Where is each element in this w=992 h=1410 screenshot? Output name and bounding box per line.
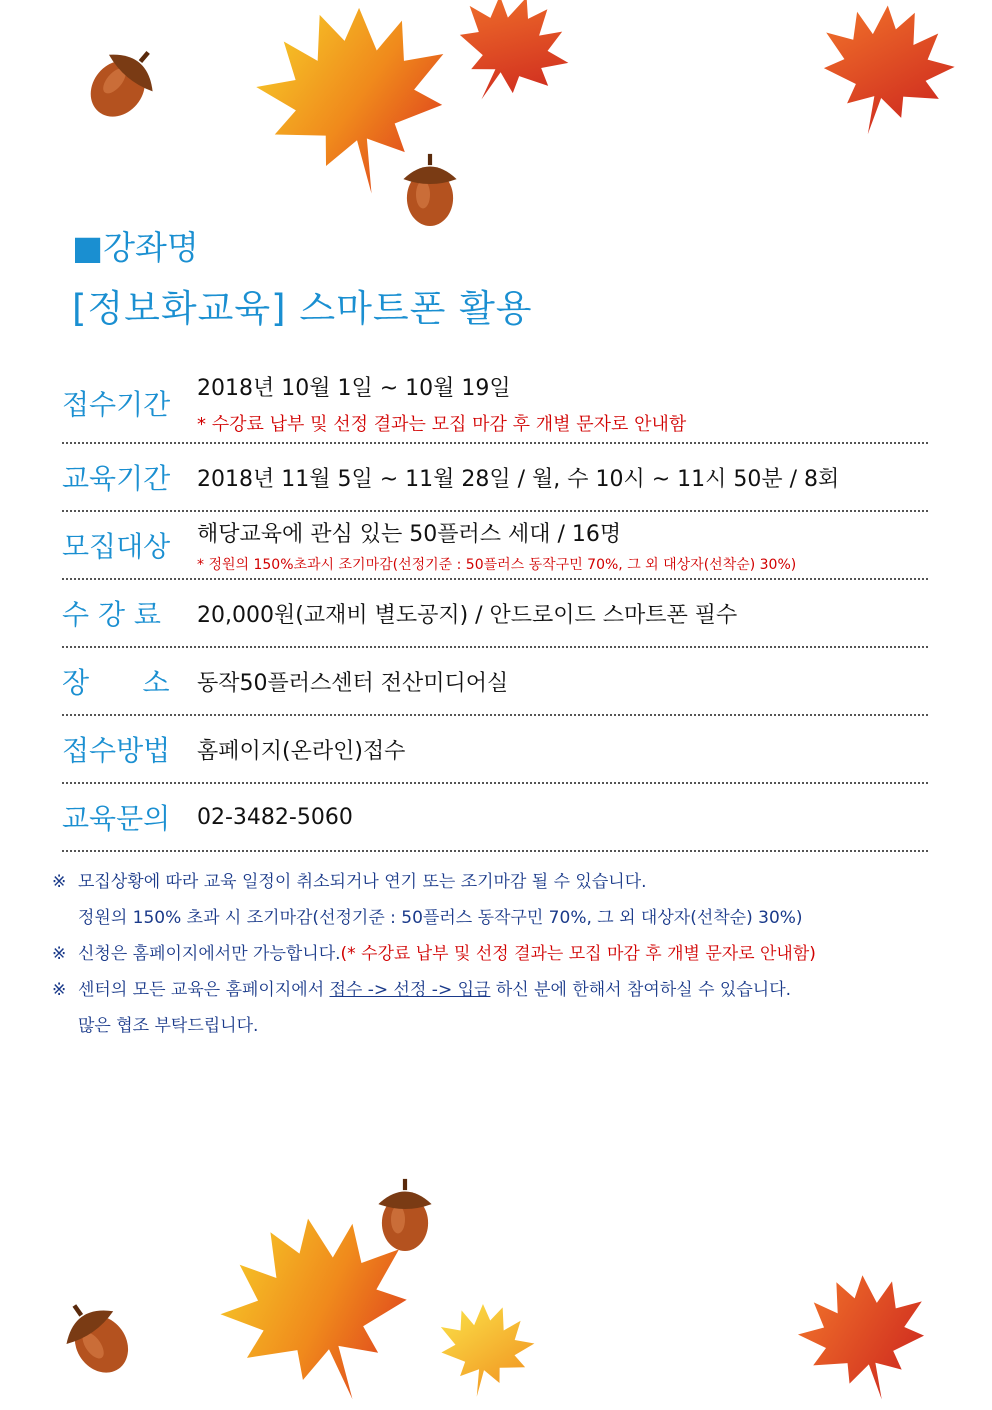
- row-value: 2018년 11월 5일 ~ 11월 28일 / 월, 수 10시 ~ 11시 50분 / 8회: [197, 466, 840, 492]
- notice-item: ※ 신청은 홈페이지에서만 가능합니다.(* 수강료 납부 및 선정 결과는 모집 마감 후 개별 문자로 안내함): [52, 944, 816, 964]
- row-value: 해당교육에 관심 있는 50플러스 세대 / 16명: [197, 521, 622, 547]
- info-row: [62, 444, 928, 512]
- maple-leaf-icon: [810, 0, 960, 140]
- row-label: 수 강 료: [62, 598, 161, 631]
- row-label: 교육기간: [62, 462, 171, 495]
- notice-item-continued: 정원의 150% 초과 시 조기마감(선정기준 : 50플러스 동작구민 70%, 그 외 대상자(선착순) 30%): [78, 908, 803, 928]
- row-value: 02-3482-5060: [197, 804, 353, 830]
- info-row: [62, 784, 928, 852]
- maple-leaf-icon: [430, 1300, 540, 1400]
- row-value: 20,000원(교재비 별도공지) / 안드로이드 스마트폰 필수: [197, 602, 738, 628]
- row-note: * 정원의 150%초과시 조기마감(선정기준 : 50플러스 동작구민 70%, 그 외 대상자(선착순) 30%): [197, 556, 797, 573]
- row-value: 2018년 10월 1일 ~ 10월 19일: [197, 375, 511, 401]
- info-row: [62, 648, 928, 716]
- notice-list: [52, 870, 942, 1050]
- row-value: 동작50플러스센터 전산미디어실: [197, 670, 509, 696]
- row-label: 접수기간: [62, 388, 171, 421]
- info-row: [62, 580, 928, 648]
- reference-mark-icon: ※: [52, 980, 67, 1000]
- row-label: 교육문의: [62, 802, 171, 835]
- row-label: 모집대상: [62, 530, 171, 563]
- acorn-icon: [395, 145, 465, 230]
- info-row: [62, 364, 928, 444]
- page-title: [정보화교육] 스마트폰 활용: [72, 287, 533, 330]
- row-label: 장 소: [62, 666, 170, 699]
- row-note: * 수강료 납부 및 선정 결과는 모집 마감 후 개별 문자로 안내함: [197, 413, 687, 435]
- notice-item-continued: 많은 협조 부탁드립니다.: [78, 1016, 259, 1036]
- info-row: [62, 716, 928, 784]
- row-label: 접수방법: [62, 734, 171, 767]
- reference-mark-icon: ※: [52, 872, 67, 892]
- maple-leaf-icon: [790, 1270, 940, 1405]
- notice-item: ※ 모집상황에 따라 교육 일정이 취소되거나 연기 또는 조기마감 될 수 있습니다.: [52, 872, 647, 892]
- row-value: 홈페이지(온라인)접수: [197, 738, 406, 764]
- info-row: [62, 512, 928, 580]
- acorn-icon: [55, 1290, 135, 1380]
- section-label: ■강좌명: [72, 228, 199, 267]
- reference-mark-icon: ※: [52, 944, 67, 964]
- maple-leaf-icon: [220, 1210, 420, 1410]
- notice-item: ※ 센터의 모든 교육은 홈페이지에서 접수 -> 선정 -> 입금 하신 분에 한해서 참여하실 수 있습니다.: [52, 980, 792, 1000]
- acorn-icon: [85, 35, 165, 125]
- course-info-table: [62, 364, 928, 852]
- maple-leaf-icon: [440, 0, 580, 110]
